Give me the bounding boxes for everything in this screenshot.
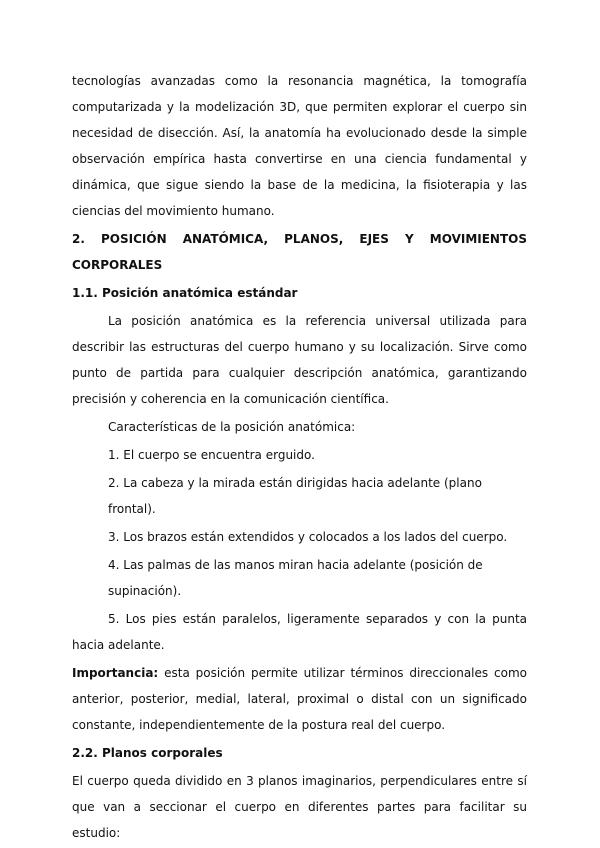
body-planes-paragraph: El cuerpo queda dividido en 3 planos imaginarios, perpendiculares entre sí que van a seccionar el cuerpo en diferentes partes para facilitar su estudio: bbox=[72, 774, 527, 840]
page-content bbox=[72, 68, 527, 846]
list-item: 2. La cabeza y la mirada están dirigidas hacia adelante (plano frontal). bbox=[108, 476, 482, 516]
list-item: 5. Los pies están paralelos, ligeramente separados y con la punta hacia adelante. bbox=[72, 612, 527, 652]
characteristics-intro: Características de la posición anatómica: bbox=[108, 420, 356, 434]
list-item: 1. El cuerpo se encuentra erguido. bbox=[108, 448, 315, 462]
list-item: 3. Los brazos están extendidos y colocados a los lados del cuerpo. bbox=[108, 530, 508, 544]
importance-label: Importancia: bbox=[72, 666, 159, 680]
list-item: 4. Las palmas de las manos miran hacia adelante (posición de supinación). bbox=[108, 558, 483, 598]
section-2-2-heading: 2.2. Planos corporales bbox=[72, 746, 223, 760]
intro-paragraph: computarizada y la modelización 3D, que permiten explorar el cuerpo sin necesidad de disección. Así, la anatomía ha evolucionado desde la simple observación empírica hasta convertirse en una ciencia fundamental y dinámica, que sigue siendo la base de la medicina, la fisioterapia y las ciencias del movimiento humano. bbox=[72, 100, 527, 218]
intro-first-line: tecnologías avanzadas como la resonancia magnética, la tomografía bbox=[72, 74, 527, 88]
importance-text: esta posición permite utilizar términos direccionales como anterior, posterior, medial, lateral, proximal o distal con un significado constante, independientemente de la postura real del cuerpo. bbox=[72, 666, 527, 732]
importance-paragraph bbox=[72, 660, 527, 738]
section-1-1-heading: 1.1. Posición anatómica estándar bbox=[72, 286, 298, 300]
section-2-heading: 2. POSICIÓN ANATÓMICA, PLANOS, EJES Y MOVIMIENTOS CORPORALES bbox=[72, 232, 527, 272]
anatomical-position-paragraph: La posición anatómica es la referencia universal utilizada para describir las estructuras del cuerpo humano y su localización. Sirve como punto de partida para cualquier descripción anatómica, garantizando precisión y coherencia en la comunicación científica. bbox=[72, 314, 527, 406]
